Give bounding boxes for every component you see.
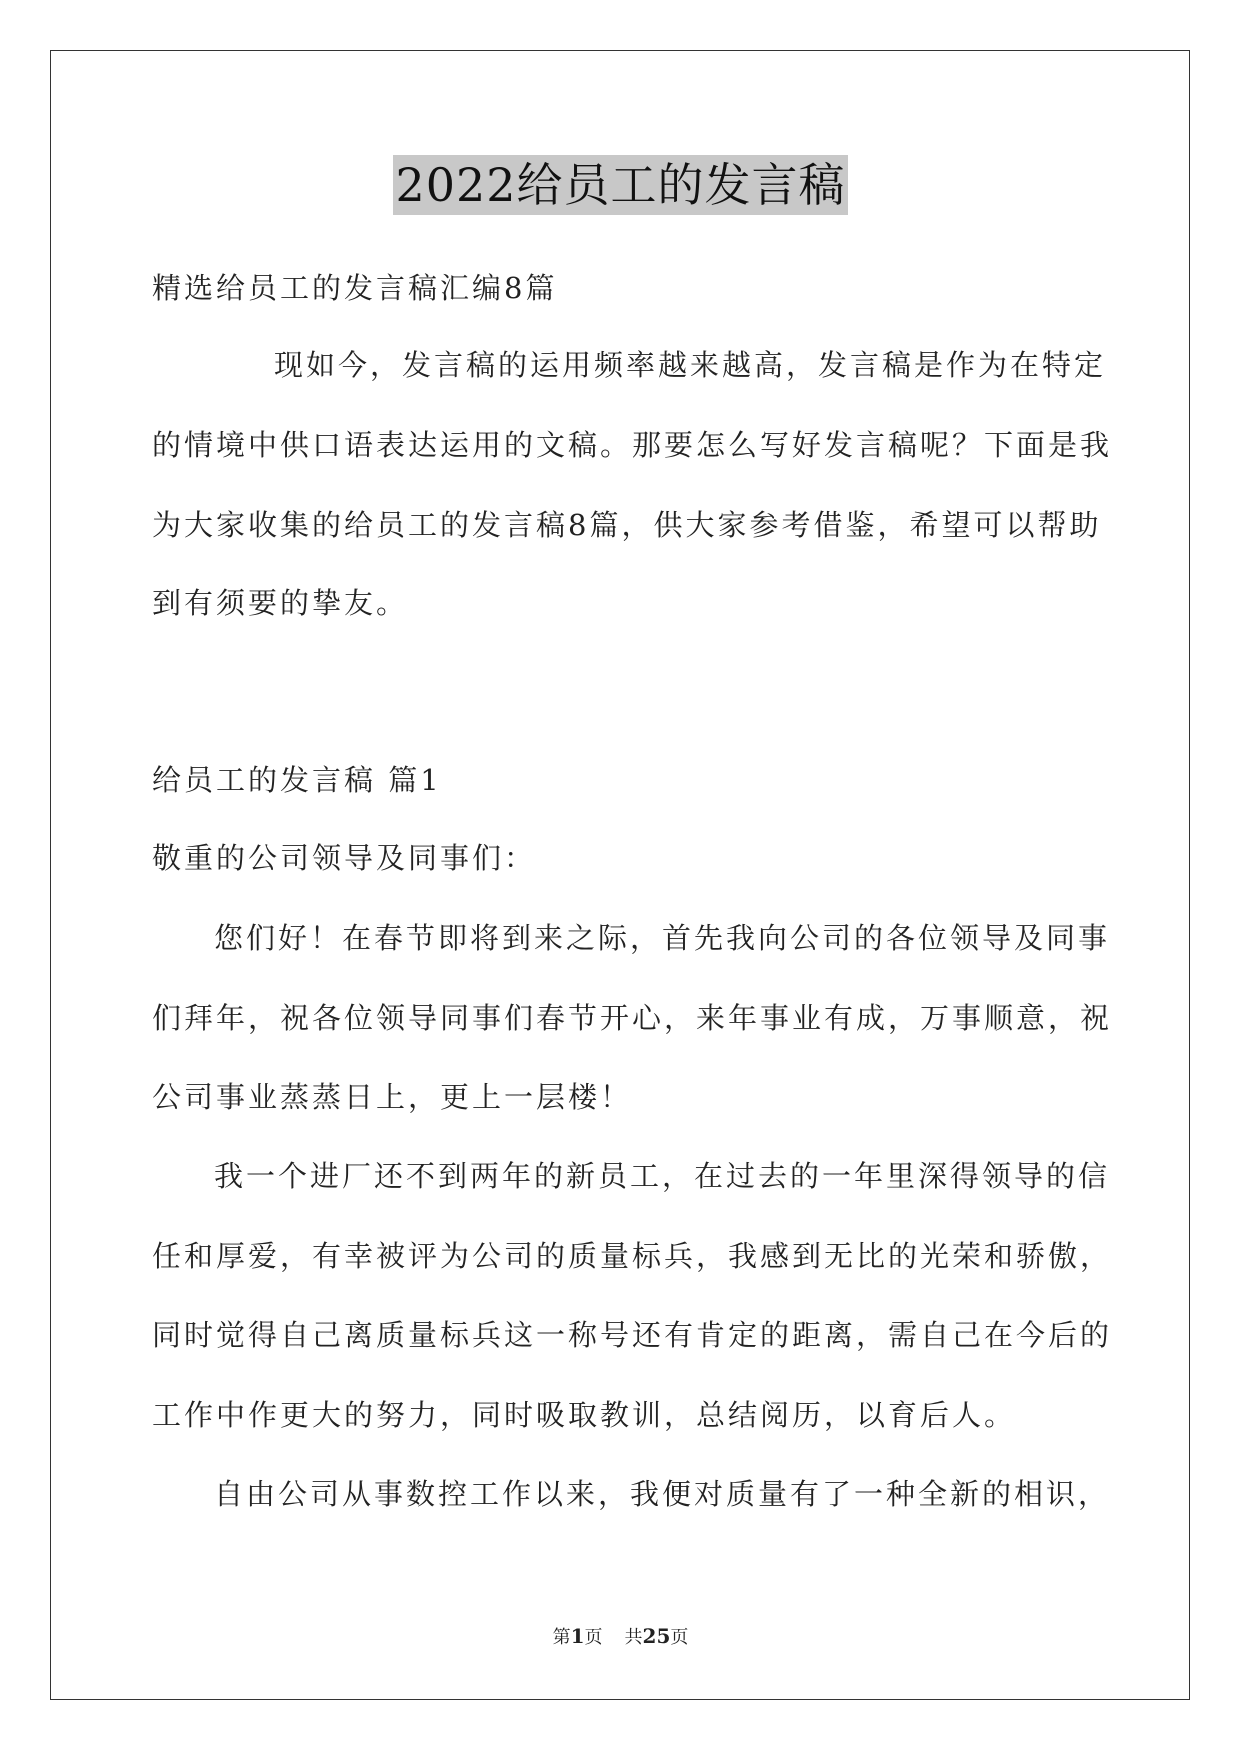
body-line-7: 工作中作更大的努力，同时吸取教训，总结阅历，以育后人。: [152, 1398, 1017, 1432]
body-line-8: 自由公司从事数控工作以来，我便对质量有了一种全新的相识，: [214, 1477, 1111, 1511]
body-line-6: 同时觉得自己离质量标兵这一称号还有肯定的距离，需自己在今后的: [152, 1318, 1113, 1352]
body-line-3: 公司事业蒸蒸日上，更上一层楼！: [152, 1080, 633, 1114]
document-title: 2022给员工的发言稿: [393, 155, 847, 215]
current-page-number: 1: [570, 1624, 585, 1648]
subtitle: 精选给员工的发言稿汇编8篇: [152, 271, 558, 305]
salutation: 敬重的公司领导及同事们：: [152, 841, 537, 875]
intro-line-4: 到有须要的挚友。: [152, 586, 409, 620]
body-line-2: 们拜年，祝各位领导同事们春节开心，来年事业有成，万事顺意，祝: [152, 1001, 1113, 1035]
intro-line-3: 为大家收集的给员工的发言稿8篇，供大家参考借鉴，希望可以帮助: [152, 508, 1102, 542]
page-footer: [0, 1623, 1241, 1649]
title-container: [0, 155, 1241, 215]
body-line-4: 我一个进厂还不到两年的新员工，在过去的一年里深得领导的信: [214, 1159, 1111, 1193]
footer-prefix: 第: [552, 1627, 571, 1648]
footer-page-suffix: 页: [584, 1627, 603, 1648]
total-pages-number: 25: [642, 1624, 671, 1648]
body-line-1: 您们好！在春节即将到来之际，首先我向公司的各位领导及同事: [214, 921, 1111, 955]
intro-line-1: 现如今，发言稿的运用频率越来越高，发言稿是作为在特定: [274, 348, 1107, 382]
body-line-5: 任和厚爱，有幸被评为公司的质量标兵，我感到无比的光荣和骄傲，: [152, 1239, 1113, 1273]
intro-line-2: 的情境中供口语表达运用的文稿。那要怎么写好发言稿呢？下面是我: [152, 428, 1113, 462]
footer-total-suffix: 页: [670, 1627, 689, 1648]
footer-total-prefix: 共: [624, 1627, 643, 1648]
section-heading: 给员工的发言稿 篇1: [152, 763, 442, 797]
